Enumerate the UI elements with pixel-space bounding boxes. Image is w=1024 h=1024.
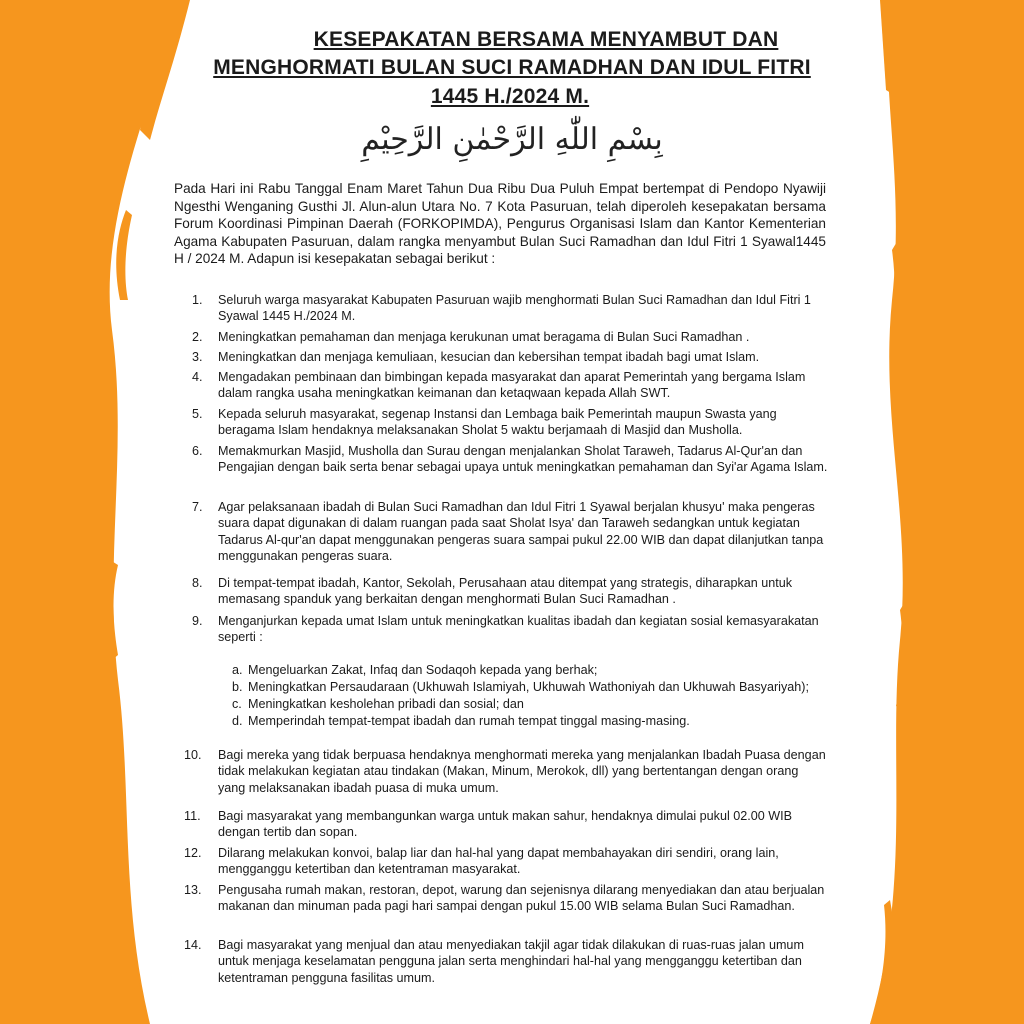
- intro-paragraph: Pada Hari ini Rabu Tanggal Enam Maret Tahun Dua Ribu Dua Puluh Empat bertempat di Pendopo Nyawiji Ngesthi Wenganing Gusthi Jl. Alun-alun Utara No. 7 Kota Pasuruan, telah diperoleh kesepakatan bersama Forum Koordinasi Pimpinan Daerah (FORKOPIMDA), Pengurus Organisasi Islam dan Kantor Kementerian Agama Kabupaten Pasuruan, dalam rangka menyambut Bulan Suci Ramadhan dan Idul Fitri 1 Syawal1445 H / 2024 M. Adapun isi kesepakatan sebagai berikut :: [174, 181, 826, 267]
- sub-item-b: b. Meningkatkan Persaudaraan (Ukhuwah Islamiyah, Ukhuwah Wathoniyah dan Ukhuwah Basyariyah);: [232, 680, 809, 694]
- sub-item-a: a. Mengeluarkan Zakat, Infaq dan Sodaqoh kepada yang berhak;: [232, 663, 598, 677]
- sub-item-c: c. Meningkatkan kesholehan pribadi dan sosial; dan: [232, 697, 524, 711]
- list-item: 8. Di tempat-tempat ibadah, Kantor, Sekolah, Perusahaan atau ditempat yang strategis, diharapkan untuk memasang spanduk yang berkaitan dengan menghormati Bulan Suci Ramadhan .: [192, 576, 793, 607]
- list-item: 10. Bagi mereka yang tidak berpuasa hendaknya menghormati mereka yang menjalankan Ibadah Puasa dengan tidak melakukan kegiatan atau tindakan (Makan, Minum, Merokok, dll) yang bertentangan dengan orang yang melaksanakan ibadah puasa di muka umum.: [184, 748, 826, 795]
- list-item: 6. Memakmurkan Masjid, Musholla dan Surau dengan menjalankan Sholat Taraweh, Tadarus Al-Qur'an dan Pengajian dengan baik serta benar sebagai upaya untuk meningkatkan pemahaman dan Syi'ar Agama Islam.: [192, 444, 828, 475]
- list-item: 7. Agar pelaksanaan ibadah di Bulan Suci Ramadhan dan Idul Fitri 1 Syawal berjalan khusyu' maka pengeras suara dapat digunakan di dalam ruangan pada saat Sholat Isya' dan Taraweh sedangkan untuk kegiatan Tadarus Al-qur'an dapat menggunakan pengeras suara sampai pukul 22.00 WIB dan dapat dilanjutkan tanpa menggunakan pengeras suara.: [192, 500, 824, 564]
- list-item: 3. Meningkatkan dan menjaga kemuliaan, kesucian dan kebersihan tempat ibadah bagi umat Islam.: [192, 350, 760, 364]
- list-item: 14. Bagi masyarakat yang menjual dan atau menyediakan takjil agar tidak dilakukan di ruas-ruas jalan umum untuk menjaga keselamatan pengguna jalan serta menghindari hal-hal yang mengganggu ketertiban dan ketentraman pengguna fasilitas umum.: [184, 938, 804, 985]
- title-line-2: MENGHORMATI BULAN SUCI RAMADHAN DAN IDUL FITRI: [213, 56, 811, 79]
- list-item: 5. Kepada seluruh masyarakat, segenap Instansi dan Lembaga baik Pemerintah maupun Swasta yang beragama Islam hendaknya melaksanakan Sholat 5 waktu berjamaah di Masjid dan Musholla.: [192, 407, 777, 438]
- title-line-1: KESEPAKATAN BERSAMA MENYAMBUT DAN: [313, 28, 779, 51]
- list-item: 13. Pengusaha rumah makan, restoran, depot, warung dan sejenisnya dilarang menyediakan dan atau berjualan makanan dan minuman pada pagi hari sampai dengan pukul 15.00 WIB selama Bulan Suci Ramadhan.: [184, 883, 825, 914]
- list-item: 4. Mengadakan pembinaan dan bimbingan kepada masyarakat dan aparat Pemerintah yang bergama Islam dalam rangka usaha meningkatkan keimanan dan ketaqwaan kepada Allah SWT.: [192, 370, 806, 401]
- title-line-3: 1445 H./2024 M.: [430, 85, 590, 108]
- list-item: 1. Seluruh warga masyarakat Kabupaten Pasuruan wajib menghormati Bulan Suci Ramadhan dan Idul Fitri 1 Syawal 1445 H./2024 M.: [192, 293, 811, 324]
- list-item: 2. Meningkatkan pemahaman dan menjaga kerukunan umat beragama di Bulan Suci Ramadhan .: [192, 330, 750, 344]
- list-item: 9. Menganjurkan kepada umat Islam untuk meningkatkan kualitas ibadah dan kegiatan sosial kemasyarakatan seperti :: [192, 614, 819, 645]
- basmala-calligraphy: بِسْمِ اللّٰهِ الرَّحْمٰنِ الرَّحِيْمِ: [361, 122, 663, 157]
- list-item: 11. Bagi masyarakat yang membangunkan warga untuk makan sahur, hendaknya dimulai pukul 02.00 WIB dengan tertib dan sopan.: [184, 809, 793, 840]
- list-item: 12. Dilarang melakukan konvoi, balap liar dan hal-hal yang dapat membahayakan diri sendiri, orang lain, mengganggu ketertiban dan ketentraman masyarakat.: [184, 846, 779, 877]
- sub-item-d: d. Memperindah tempat-tempat ibadah dan rumah tempat tinggal masing-masing.: [232, 714, 690, 728]
